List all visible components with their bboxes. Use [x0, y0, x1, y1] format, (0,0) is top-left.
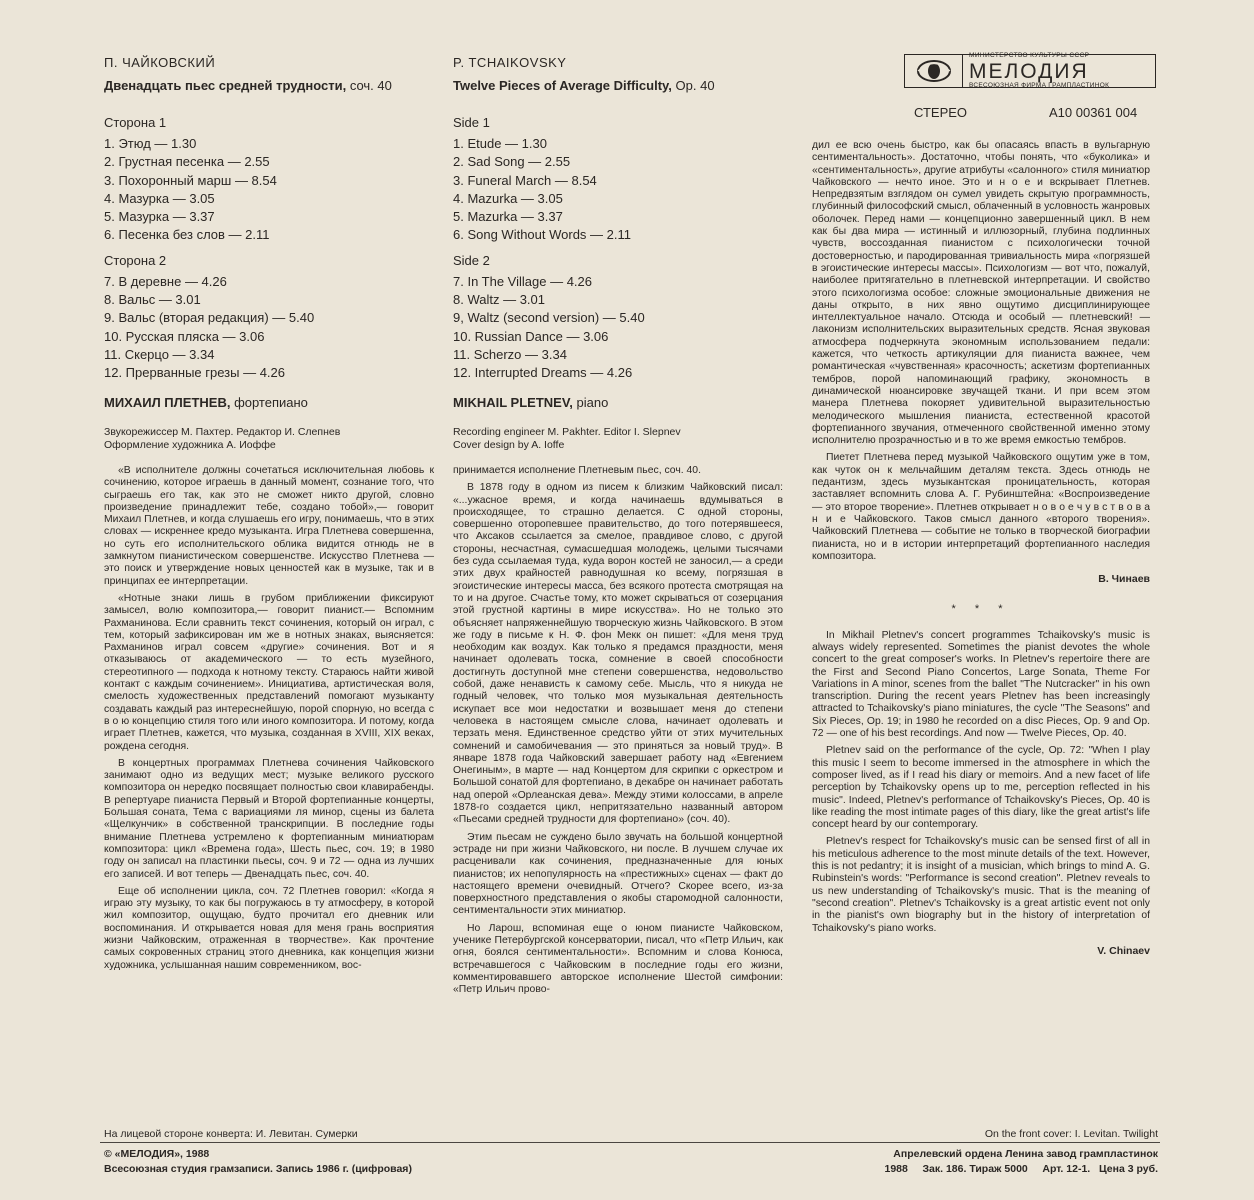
- en-tracklist: [453, 55, 783, 453]
- ru-side2-label: Сторона 2: [104, 252, 167, 268]
- track: 11. Скерцо — 3.34: [104, 346, 215, 362]
- track: 10. Russian Dance — 3.06: [453, 328, 609, 344]
- en-credits: Recording engineer M. Pakhter. Editor I. Slepnev Cover design by A. Ioffe: [453, 425, 681, 452]
- ru-work-title: Двенадцать пьес средней трудности, соч. 40: [104, 78, 392, 93]
- essay-paragraph: «В исполнителе должны сочетаться исключительная любовь к сочинению, которое играешь в данный момент, сознание того, что сыграешь его так, как это не сможет никто другой, словно произведение принадлежит тебе, создано тобой»,— говорит Михаил Плетнев, и когда слушаешь его игру, понимаешь, что в этих словах — искреннее кредо музыканта. Игра Плетнева совершенна, но суть его исполнительского облика видится отнюдь не в замкнутом пианистическом совершенстве. Искусство Плетнева — это поиск и утверждение новых ценностей как в музыке, так и в принципах ее интерпретации.: [104, 465, 434, 587]
- essay-paragraph: Этим пьесам не суждено было звучать на большой концертной эстраде ни при жизни Чайковского, ни после. В лучшем случае их расценивали как сочинения, предназначенные для юных пианистов; их непопулярность на «престижных» сценах — факт до настоящего времени очевидный. Отчего? Скорее всего, из-за поверхностного представления о якобы старомодной салонности, сентиментальности этих миниатюр.: [453, 831, 783, 917]
- stereo-label: СТЕРЕО: [914, 105, 968, 120]
- track: 3. Funeral March — 8.54: [453, 172, 597, 188]
- essay-paragraph: Еще об исполнении цикла, соч. 72 Плетнев говорил: «Когда я играю эту музыку, то как бы погружаюсь в ту атмосферу, в которой жил композитор, ощущаю, будто прочитал его дневник или воспоминания. И открывается новая для меня грань восприятия жизни Чайковским, отраженная в творчестве». Как прочтение самых сокровенных страниц этого дневника, как концепция жизни художника, услышанная нашим современником, вос-: [104, 885, 434, 971]
- track: 6. Song Without Words — 2.11: [453, 227, 631, 243]
- track: 5. Мазурка — 3.37: [104, 209, 215, 225]
- essay-paragraph: Пиетет Плетнева перед музыкой Чайковского ощутим уже в том, как чуток он к мельчайшим деталям текста. Здесь отнюдь не педантизм, здесь музыкантская проницательность, которая заставляет вспомнить слова А. Г. Рубинштейна: «Воспроизведение — это второе творение». Плетнев открывает н о в о е ч у в с т в о в а н и е Чайковского. Таков смысл данного «второго творения». Чайковский Плетнева — событие не только в творческой биографии пианиста, но и в истории интерпретаций фортепианного наследия композитора.: [812, 452, 1150, 562]
- essay-column-3: [812, 140, 1150, 957]
- ru-side1-label: Сторона 1: [104, 115, 167, 130]
- en-performer: MIKHAIL PLETNEV, piano: [453, 394, 609, 410]
- plant-line: Апрелевский ордена Ленина завод грампластинок: [893, 1148, 1158, 1160]
- en-side2-label: Side 2: [453, 252, 490, 268]
- track: 5. Mazurka — 3.37: [453, 209, 563, 225]
- ru-side2-tracks: [104, 273, 434, 383]
- track: 3. Похоронный марш — 8.54: [104, 172, 277, 188]
- track: 9. Вальс (вторая редакция) — 5.40: [104, 310, 315, 326]
- essay-paragraph-en: Pletnev said on the performance of the cycle, Op. 72: "When I play this music I seem to become immersed in the atmosphere in which the composer lived, as if I read his diary or memoirs. And a new facet of life perception by Tchaikovsky opens up to me, perception reflected in his music". Indeed, Pletnev's performance of Tchaikovsky's Pieces, Op. 40 is like reading the most intimate pages of this diary, like the great artist's life concept heard by our contemporary.: [812, 745, 1150, 831]
- en-side1-tracks: [453, 135, 783, 245]
- footer-imprint: 1988 Зак. 186. Тираж 5000 Арт. 12-1. Цена 3 руб.: [884, 1163, 1158, 1175]
- studio-line: Всесоюзная студия грамзаписи. Запись 1986 г. (цифровая): [104, 1163, 412, 1175]
- melodiya-logo: [904, 54, 1156, 88]
- copyright: © «МЕЛОДИЯ», 1988: [104, 1148, 210, 1160]
- en-work-title: Twelve Pieces of Average Difficulty, Op. 40: [453, 78, 715, 93]
- essay-column-1: [104, 465, 434, 972]
- melodiya-logo-text: МИНИСТЕРСТВО КУЛЬТУРЫ СССР МЕЛОДИЯ ВСЕСОЮЗНАЯ ФИРМА ГРАМПЛАСТИНОК: [969, 52, 1110, 89]
- ru-composer: П. ЧАЙКОВСКИЙ: [104, 55, 216, 70]
- track: 12. Прерванные грезы — 4.26: [104, 365, 285, 381]
- essay-paragraph: принимается исполнение Плетневым пьес, соч. 40.: [453, 465, 701, 476]
- track: 8. Вальс — 3.01: [104, 292, 201, 308]
- track: 8. Waltz — 3.01: [453, 292, 545, 308]
- track: 12. Interrupted Dreams — 4.26: [453, 365, 633, 381]
- essay-paragraph: «Нотные знаки лишь в грубом приближении фиксируют замысел, волю композитора,— говорит пианист.— Вспомним Рахманинова. Если сравнить текст сочинения, который он играл, с тем, который зафиксирован им же в нотных знаках, выясняется: Рахманинов играл совсем «другие» сочинения. Вот и я отказываюсь от академического — то есть музейного, стереотипного — подхода к нотному тексту. Стараюсь найти живой контакт с каждым сочинением». Инициатива, артистическая воля, смелость художественных представлений помогают музыканту создавать каждый раз интереснейшую, порой спорную, но всегда с в о ю концепцию стиля того или иного композитора. И потому, когда играет Плетнев, кажется, что музыка, созданная в XVIII, XIX веках, рождена сегодня.: [104, 592, 434, 752]
- track: 4. Mazurka — 3.05: [453, 190, 563, 206]
- ru-side1-tracks: [104, 135, 434, 245]
- track: 7. В деревне — 4.26: [104, 273, 227, 289]
- track: 6. Песенка без слов — 2.11: [104, 227, 270, 243]
- ru-signature: В. Чинаев: [1098, 573, 1150, 586]
- catalog-number: А10 00361 004: [1049, 105, 1138, 120]
- essay-paragraph-en: Pletnev's respect for Tchaikovsky's music can be sensed first of all in his meticulous adherence to the most minute details of the text. However, this is not pedantry; it is insight of a musician, which brings to mind A. G. Rubinstein's words: "Performance is second creation". Pletnev reveals to us new understanding of Tchaikovsky's music. That is the meaning of "second creation". Pletnev's Tchaikovsky is a great artistic event not only in the pianist's own biography but in the history of interpretation of Tchaikovsky's piano works.: [812, 836, 1150, 934]
- track: 7. In The Village — 4.26: [453, 273, 593, 289]
- essay-paragraph-en: In Mikhail Pletnev's concert programmes Tchaikovsky's music is always widely represented. Sometimes the pianist devotes the whole concert to the great composer's works. In Pletnev's repertoire there are the First and Second Piano Concertos, Large Sonata, Theme For Variations in A minor, scenes from the ballet "The Nutcracker" in his own transcription. During the recent years Pletnev has been increasingly attracted to Tchaikovsky's piano miniatures, the cycle "The Seasons" and Six Pieces, Op. 19; in 1980 he recorded on a disc Pieces, Op. 9 and Op. 72 — one of his best recordings. And now — Twelve Pieces, Op. 40.: [812, 629, 1150, 740]
- track: 10. Русская пляска — 3.06: [104, 328, 265, 344]
- front-cover-ru: На лицевой стороне конверта: И. Левитан. Сумерки: [104, 1128, 358, 1140]
- ru-tracklist: [104, 55, 434, 453]
- en-signature: V. Chinaev: [1097, 944, 1150, 957]
- track: 2. Грустная песенка — 2.55: [104, 154, 270, 170]
- track: 1. Этюд — 1.30: [104, 136, 197, 151]
- en-side1-label: Side 1: [453, 115, 490, 130]
- essay-paragraph: В концертных программах Плетнева сочинения Чайковского занимают одно из ведущих мест; музыке великого русского композитора он нередко посвящает полностью свои клавирабенды. В репертуаре пианиста Первый и Второй фортепианные концерты, Большая соната, Тема с вариациями ля минор, сцены из балета «Щелкунчик» в собственной транскрипции. В последние годы внимание Плетнева устремлено к фортепианным миниатюрам композитора: цикл «Времена года», Шесть пьес, соч. 19; в 1980 году он записал на пластинки пьесы, соч. 9 и 72 — одна из лучших его записей. И вот теперь — Двенадцать пьес, соч. 40.: [104, 757, 434, 880]
- essay-paragraph: Но Ларош, вспоминая еще о юном пианисте Чайковском, ученике Петербургской консерватории, писал, что «Петр Ильич, как огня, боялся сентиментальности». Вспомним и слова Конюса, встречавшегося с Чайковским в последние годы его жизни, комментировавшего авторское исполнение Шестой симфонии: «Петр Ильич прово-: [453, 922, 783, 996]
- front-cover-en: On the front cover: I. Levitan. Twilight: [984, 1128, 1158, 1140]
- ru-performer: МИХАИЛ ПЛЕТНЕВ, фортепиано: [104, 394, 308, 410]
- track: 4. Мазурка — 3.05: [104, 190, 215, 206]
- track: 9, Waltz (second version) — 5.40: [453, 310, 645, 326]
- track: 11. Scherzo — 3.34: [453, 346, 567, 362]
- essay-paragraph: В 1878 году в одном из писем к близким Чайковский писал: «...ужасное время, и когда начинаешь вдумываться в происходящее, то страшно делается. С одной стороны, совершенно оторопевшее правительство, до того потерявшееся, что Аксаков ссылается за смелое, правдивое слово, с другой стороны, несчастная, сумасшедшая молодежь, целыми тысячами без суда ссылаемая туда, куда ворон костей не заносил,— а среди этих двух крайностей равнодушная ко всему, погрязшая в эгоистические интересы масса, без всякого протеста смотрящая на то и на другое. Счастье тому, кто может скрываться от созерцания этой грустной картины в мире искусства». Но не только это объясняет напряженнейшую творческую жизнь Чайковского. В этом же году в письме к Н. Ф. фон Мекк он пишет: «Для меня труд необходим как воздух. Как только я предамся праздности, меня начинает одолевать тоска, сомнение в своей способности достигнуть доступной мне степени совершенства, недовольство собой, даже ненависть к самому себе. Мысль, что я никуда не годный человек, что только моя музыкальная деятельность искупает все мои недостатки и возвышает меня до степени человека в настоящем смысле слова, начинает одолевать и терзать меня. Единственное средство уйти от этих мучительных сомнений и самобичевания — это приняться за новый труд». В январе 1878 года Чайковский завершает работу над «Евгением Онегиным», в марте — над Концертом для скрипки с оркестром и Большой сонатой для фортепиано, в декабре он начинает работать над оперой «Орлеанская дева». Между этими колоссами, в апреле 1878-го создается цикл, непритязательно названный автором «Пьесами средней трудности для фортепиано» (соч. 40).: [453, 482, 783, 826]
- essay-paragraph: дил ее всю очень быстро, как бы опасаясь впасть в вульгарную сентиментальность». Достаточно, чтобы понять, что «буколика» и «сентиментальность», другие атрибуты «салонного» стиля миниатюр Чайковского — нечто иное. Это и н о е и вскрывает Плетнев. Непредвзятым взглядом он сумел увидеть скрытую программность, глубинный философский смысл, облаченный в условность жанровых оболочек. Перед нами — концепционно завершенный цикл. В нем как бы два мира — истинный и иллюзорный, глубина подлинных чувств, воссозданная пианистом с психологически точной достоверностью, и пародированная тривиальность мира «погрязшей в эгоистические интересы массы». Психологизм — вот что, пожалуй, наиболее притягательно в плетневской интерпретации. И свойство этого психологизма особое: сложные эмоциональные движения не даны открыто, в них явно ощутимо дисциплинирующее интеллектуальное начало. Отсюда и особый — плетневский! — лаконизм исполнительских выразительных средств. Ясная звуковая атмосфера подчеркнута экономным использованием педали: кажется, что четкость артикуляции для пианиста важнее, чем романтическая «чувственная» красочность; аскетизм фортепианных тембров, порой напоминающий графику, экономность в динамической нюансировке звучащей ткани. И при всем этом манера Плетнева покоряет удивительной выразительностью мелодического мышления пианиста, естественной красотой фортепианного звучания, отмеченного свойственной именно этому исполнителю прозрачностью и в то же время емкостью тембров.: [812, 140, 1150, 447]
- ru-credits: Звукорежиссер М. Пахтер. Редактор И. Слепнев Оформление художника А. Иоффе: [104, 425, 341, 452]
- track: 1. Etude — 1.30: [453, 136, 547, 151]
- essay-column-2: [453, 465, 783, 996]
- section-divider: * * *: [951, 603, 1011, 616]
- melodiya-emblem-icon: [905, 54, 963, 88]
- footer-divider: [100, 1142, 1160, 1143]
- track: 2. Sad Song — 2.55: [453, 154, 571, 170]
- en-side2-tracks: [453, 273, 783, 383]
- en-composer: P. TCHAIKOVSKY: [453, 55, 567, 70]
